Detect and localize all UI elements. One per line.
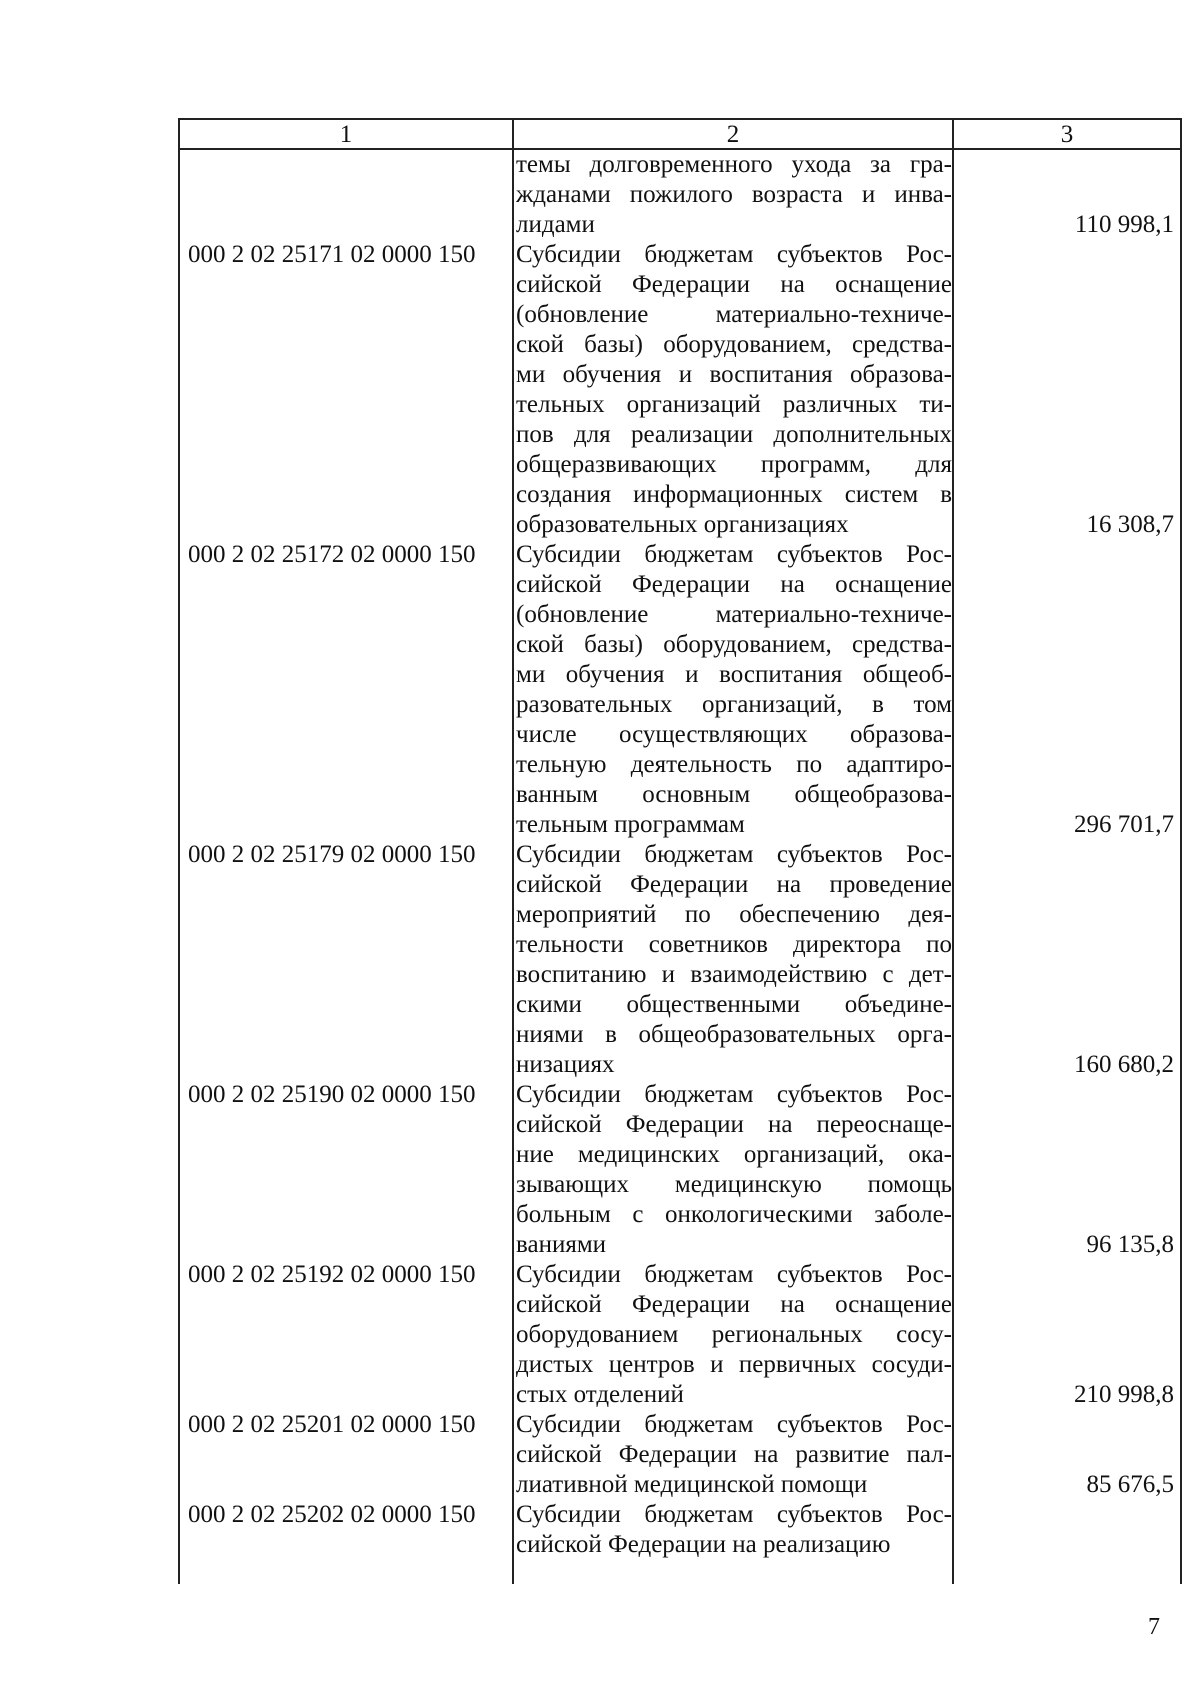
- table-row: [180, 1260, 1180, 1410]
- row-amount: 296 701,7: [1074, 811, 1174, 838]
- description-line: (обновление материально-техниче-: [516, 601, 952, 628]
- table-row: [180, 1410, 1180, 1500]
- row-description: [516, 1260, 952, 1410]
- description-line: мероприятий по обеспечению дея-: [516, 901, 952, 928]
- description-line: сийской Федерации на оснащение: [516, 571, 952, 598]
- description-line: ми обучения и воспитания общеоб-: [516, 661, 952, 688]
- description-line: темы долговременного ухода за гра-: [516, 151, 952, 178]
- description-line: лидами: [516, 211, 595, 238]
- page-number: 7: [1148, 1614, 1160, 1640]
- row-description: [516, 540, 952, 840]
- table-header: [180, 118, 1180, 150]
- table-row: [180, 840, 1180, 1080]
- row-amount: 160 680,2: [1074, 1051, 1174, 1078]
- row-amount: 110 998,1: [1074, 211, 1174, 238]
- description-line: сийской Федерации на реализацию: [516, 1531, 891, 1558]
- row-amount: 16 308,7: [1086, 511, 1174, 538]
- header-col3: 3: [1060, 121, 1074, 148]
- description-line: дистых центров и первичных сосуди-: [516, 1351, 952, 1378]
- description-line: Субсидии бюджетам субъектов Рос-: [516, 241, 952, 268]
- row-description: [516, 1080, 952, 1260]
- description-line: зывающих медицинскую помощь: [516, 1171, 952, 1198]
- description-line: сийской Федерации на проведение: [516, 871, 952, 898]
- table-row: [180, 1080, 1180, 1260]
- row-description: [516, 1500, 952, 1560]
- description-line: разовательных организаций, в том: [516, 691, 952, 718]
- row-description: [516, 840, 952, 1080]
- description-line: создания информационных систем в: [516, 481, 952, 508]
- row-code: 000 2 02 25190 02 0000 150: [188, 1081, 476, 1108]
- description-line: ванным основным общеобразова-: [516, 781, 952, 808]
- description-line: ние медицинских организаций, ока-: [516, 1141, 952, 1168]
- row-amount: 210 998,8: [1074, 1381, 1174, 1408]
- description-line: Субсидии бюджетам субъектов Рос-: [516, 1081, 952, 1108]
- description-line: общеразвивающих программ, для: [516, 451, 952, 478]
- row-amount: 96 135,8: [1086, 1231, 1174, 1258]
- row-code: 000 2 02 25202 02 0000 150: [188, 1501, 476, 1528]
- description-line: сийской Федерации на переоснаще-: [516, 1111, 952, 1138]
- description-line: низациях: [516, 1051, 615, 1078]
- description-line: оборудованием региональных сосу-: [516, 1321, 952, 1348]
- description-line: пов для реализации дополнительных: [516, 421, 952, 448]
- description-line: больным с онкологическими заболе-: [516, 1201, 952, 1228]
- description-line: сийской Федерации на оснащение: [516, 1291, 952, 1318]
- description-line: ваниями: [516, 1231, 607, 1258]
- description-line: тельным программам: [516, 811, 745, 838]
- description-line: Субсидии бюджетам субъектов Рос-: [516, 1411, 952, 1438]
- description-line: сийской Федерации на развитие пал-: [516, 1441, 952, 1468]
- description-line: ми обучения и воспитания образова-: [516, 361, 952, 388]
- table-row: [180, 540, 1180, 840]
- row-description: [516, 240, 952, 540]
- row-amount: 85 676,5: [1086, 1471, 1174, 1498]
- row-code: 000 2 02 25172 02 0000 150: [188, 541, 476, 568]
- description-line: Субсидии бюджетам субъектов Рос-: [516, 841, 952, 868]
- description-line: ской базы) оборудованием, средства-: [516, 631, 952, 658]
- header-col2: 2: [726, 121, 740, 148]
- description-line: ниями в общеобразовательных орга-: [516, 1021, 952, 1048]
- row-code: 000 2 02 25171 02 0000 150: [188, 241, 476, 268]
- description-line: сийской Федерации на оснащение: [516, 271, 952, 298]
- row-code: 000 2 02 25192 02 0000 150: [188, 1261, 476, 1288]
- row-code: 000 2 02 25179 02 0000 150: [188, 841, 476, 868]
- description-line: тельных организаций различных ти-: [516, 391, 952, 418]
- description-line: воспитанию и взаимодействию с дет-: [516, 961, 952, 988]
- table-row: [180, 1500, 1180, 1560]
- description-line: тельности советников директора по: [516, 931, 952, 958]
- budget-table: [178, 118, 1182, 1584]
- description-line: образовательных организациях: [516, 511, 849, 538]
- description-line: ской базы) оборудованием, средства-: [516, 331, 952, 358]
- row-description: [516, 1410, 952, 1500]
- description-line: жданами пожилого возраста и инва-: [516, 181, 952, 208]
- header-col1: 1: [339, 121, 353, 148]
- description-line: лиативной медицинской помощи: [516, 1471, 868, 1498]
- row-code: 000 2 02 25201 02 0000 150: [188, 1411, 476, 1438]
- row-description: [516, 150, 952, 240]
- description-line: Субсидии бюджетам субъектов Рос-: [516, 541, 952, 568]
- description-line: Субсидии бюджетам субъектов Рос-: [516, 1261, 952, 1288]
- description-line: числе осуществляющих образова-: [516, 721, 952, 748]
- description-line: (обновление материально-техниче-: [516, 301, 952, 328]
- description-line: скими общественными объедине-: [516, 991, 952, 1018]
- description-line: тельную деятельность по адаптиро-: [516, 751, 952, 778]
- table-row: [180, 150, 1180, 240]
- description-line: Субсидии бюджетам субъектов Рос-: [516, 1501, 952, 1528]
- table-row: [180, 240, 1180, 540]
- description-line: стых отделений: [516, 1381, 684, 1408]
